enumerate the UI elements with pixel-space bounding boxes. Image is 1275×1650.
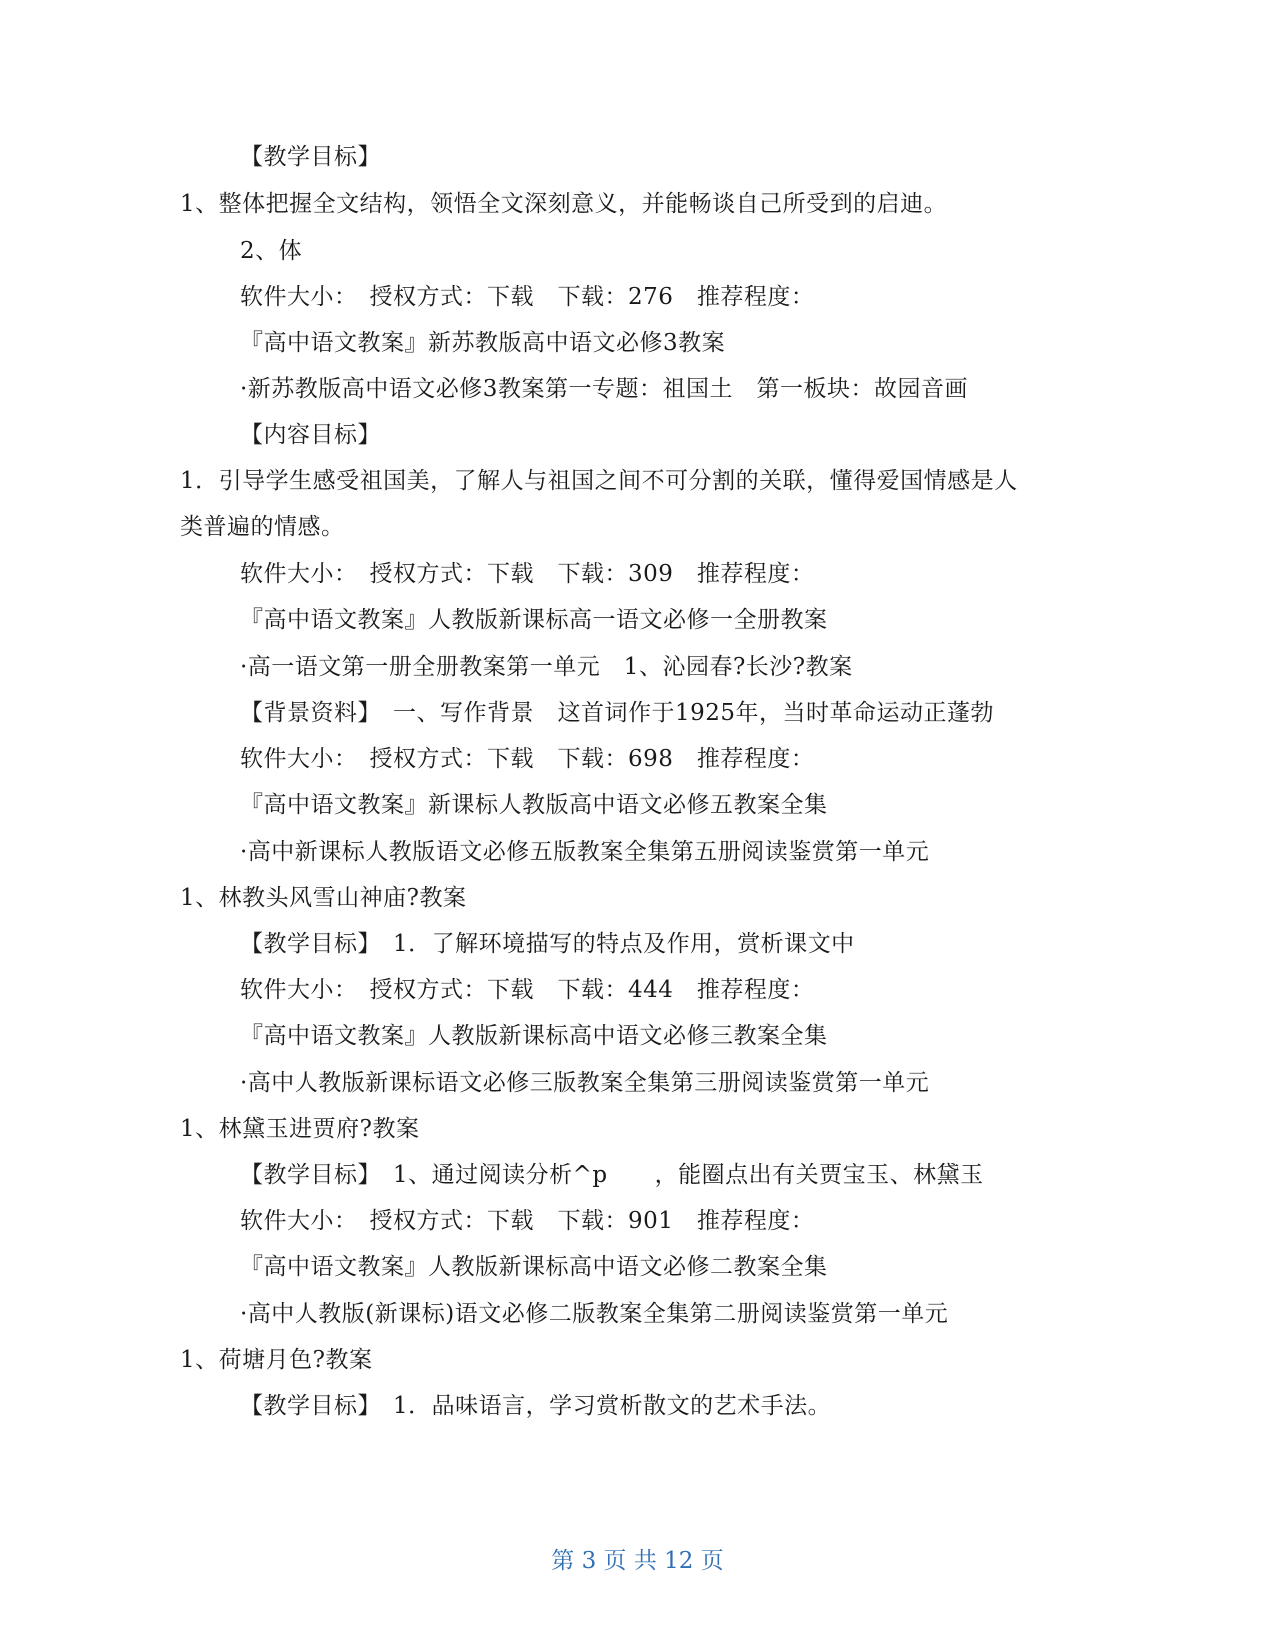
text-line: 软件大小： 授权方式：下载 下载：444 推荐程度：: [240, 977, 815, 1003]
text-line: 【背景资料】 一、写作背景 这首词作于1925年，当时革命运动正蓬勃: [240, 700, 995, 726]
text-line: 【教学目标】 1、通过阅读分析^p ，能圈点出有关贾宝玉、林黛玉: [240, 1162, 984, 1188]
text-line: ·高一语文第一册全册教案第一单元 1、沁园春?长沙?教案: [240, 654, 853, 680]
text-line: 类普遍的情感。: [180, 514, 345, 540]
text-line: 【教学目标】: [240, 144, 381, 170]
text-line: 软件大小： 授权方式：下载 下载：276 推荐程度：: [240, 284, 815, 310]
text-line: 【内容目标】: [240, 422, 381, 448]
text-line: 1、荷塘月色?教案: [180, 1347, 373, 1373]
text-line: 『高中语文教案』新苏教版高中语文必修3教案: [240, 330, 726, 356]
text-line: 2、体: [240, 238, 303, 264]
text-line: ·新苏教版高中语文必修3教案第一专题：祖国土 第一板块：故园音画: [240, 376, 968, 402]
text-line: 【教学目标】 1．了解环境描写的特点及作用，赏析课文中: [240, 931, 855, 957]
text-line: 『高中语文教案』人教版新课标高中语文必修二教案全集: [240, 1254, 828, 1280]
text-line: 『高中语文教案』新课标人教版高中语文必修五教案全集: [240, 792, 828, 818]
page-number-footer: 第 3 页 共 12 页: [551, 1548, 724, 1574]
text-line: ·高中人教版(新课标)语文必修二版教案全集第二册阅读鉴赏第一单元: [240, 1301, 949, 1327]
text-line: ·高中新课标人教版语文必修五版教案全集第五册阅读鉴赏第一单元: [240, 839, 930, 865]
text-line: 『高中语文教案』人教版新课标高一语文必修一全册教案: [240, 607, 828, 633]
text-line: 『高中语文教案』人教版新课标高中语文必修三教案全集: [240, 1023, 828, 1049]
text-line: 软件大小： 授权方式：下载 下载：309 推荐程度：: [240, 561, 815, 587]
text-line: 1、林黛玉进贾府?教案: [180, 1116, 420, 1142]
text-line: ·高中人教版新课标语文必修三版教案全集第三册阅读鉴赏第一单元: [240, 1070, 930, 1096]
text-line: 软件大小： 授权方式：下载 下载：698 推荐程度：: [240, 746, 815, 772]
text-line: 【教学目标】 1．品味语言，学习赏析散文的艺术手法。: [240, 1393, 832, 1419]
text-line: 软件大小： 授权方式：下载 下载：901 推荐程度：: [240, 1208, 815, 1234]
text-line: 1、林教头风雪山神庙?教案: [180, 885, 467, 911]
text-line: 1、整体把握全文结构，领悟全文深刻意义，并能畅谈自己所受到的启迪。: [180, 191, 948, 217]
text-line: 1．引导学生感受祖国美，了解人与祖国之间不可分割的关联，懂得爱国情感是人: [180, 468, 1018, 494]
